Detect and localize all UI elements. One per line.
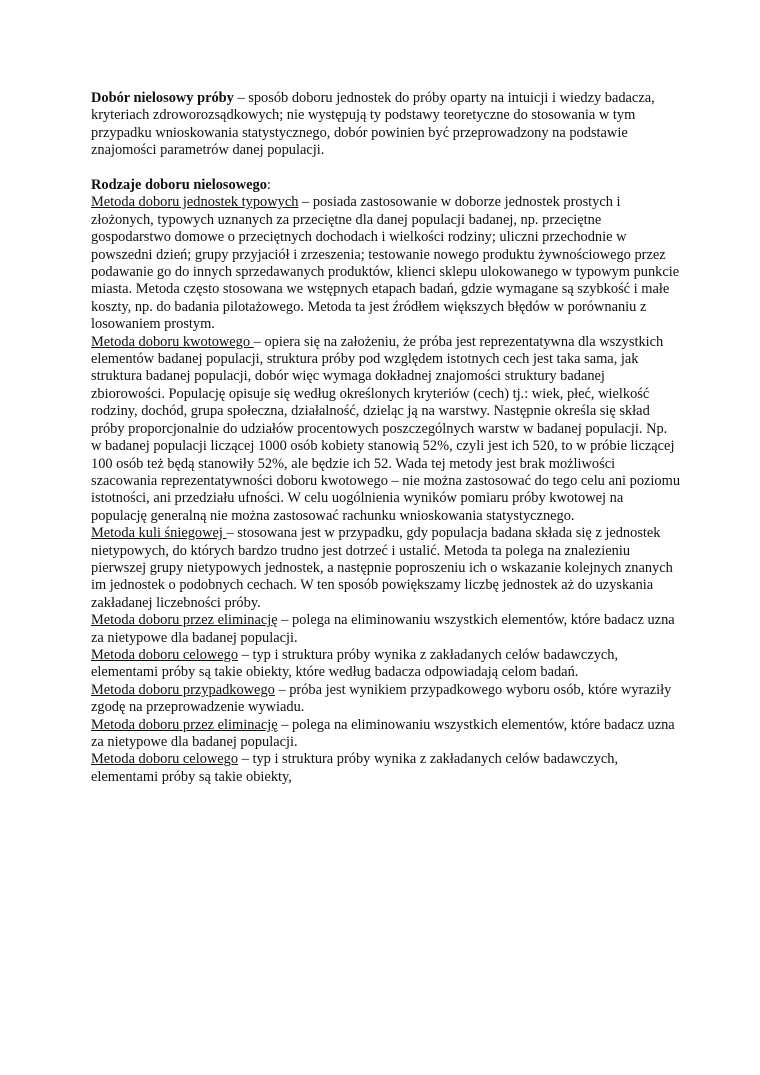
method-text-snowball: – stosowana jest w przypadku, gdy populacja badana składa się z jednostek nietypowych, do których bardzo trudno jest dotrzeć i ustalić. Metoda ta polega na znalezieniu pierwszej grupy nietypowych jednostek, a następnie poproszeniu ich o wskazanie kolejnych znanych im jednostek o podobnych cechach. W ten sposób powiększamy liczbę jednostek aż do uzyskania zakładanej liczebności próby. [91, 525, 673, 611]
method-name-elimination-repeat: Metoda doboru przez eliminację [91, 716, 278, 733]
method-name-purposive: Metoda doboru celowego [91, 646, 239, 663]
method-name-quota: Metoda doboru kwotowego [91, 333, 254, 350]
method-name-purposive-repeat: Metoda doboru celowego [91, 751, 239, 768]
intro-text: – sposób doboru jednostek do próby oparty na intuicji i wiedzy badacza, kryteriach zdroworozsądkowych; nie występują ty podstawy teoretyczne do stosowania w tym przypadku wnioskowania statystycznego, dobór powinien być przeprowadzony na podstawie znajomości parametrów danej populacji. [91, 90, 655, 159]
method-paragraph-snowball [91, 525, 681, 612]
method-name-accidental: Metoda doboru przypadkowego [91, 681, 275, 698]
method-text-elimination-repeat: – polega na eliminowaniu wszystkich elementów, które badacz uzna za nietypowe dla badanej populacji. [91, 716, 675, 751]
method-paragraph-quota [91, 334, 681, 525]
intro-term: Dobór nielosowy próby [91, 90, 234, 106]
method-paragraph-purposive [91, 647, 681, 682]
section-heading [91, 177, 681, 194]
document-page [91, 90, 681, 786]
method-paragraph-elimination-repeat [91, 717, 681, 752]
intro-paragraph [91, 90, 681, 160]
method-text-purposive: – typ i struktura próby wynika z zakładanych celów badawczych, elementami próby są takie obiekty, które według badacza odpowiadają celom badań. [91, 646, 619, 681]
section-heading-colon: : [266, 177, 271, 194]
method-text-accidental: – próba jest wynikiem przypadkowego wyboru osób, które wyraziły zgodę na przeprowadzenie wywiadu. [91, 681, 672, 716]
method-paragraph-purposive-repeat [91, 751, 681, 786]
section-heading-text: Rodzaje doboru nielosowego [91, 177, 267, 194]
method-text-elimination: – polega na eliminowaniu wszystkich elementów, które badacz uzna za nietypowe dla badanej populacji. [91, 612, 675, 646]
method-text-quota: – opiera się na założeniu, że próba jest reprezentatywna dla wszystkich elementów badanej populacji, struktura próby pod względem istotnych cech jest taka sama, jak struktura badanej populacji, dobór więc wymaga dokładnej znajomości struktury badanej zbiorowości. Populację opisuje się według określonych kryteriów (cech) tj.: wiek, płeć, wielkość rodziny, dochód, grupa społeczna, działalność, dzieląc ją na warstwy. Następnie określa się skład próby proporcjonalnie do udziałów procentowych poszczególnych warstw w badanej populacji. Np. w badanej populacji liczącej 1000 osób kobiety stanowią 52%, czyli jest ich 520, to w próbie liczącej 100 osób też będą stanowiły 52%, ale będzie ich 52. Wada tej metody jest brak możliwości szacowania reprezentatywności doboru kwotowego – nie można zastosować do tego celu ani poziomu istotności, ani przedziału ufności. W celu uogólnienia wyników pomiaru próby kwotowej na populację generalną nie można zastosować rachunku wnioskowania statystycznego. [91, 333, 681, 524]
method-name-snowball: Metoda kuli śniegowej [91, 525, 227, 542]
method-paragraph-typical [91, 194, 681, 333]
method-name-typical: Metoda doboru jednostek typowych [91, 194, 299, 211]
method-text-typical: – posiada zastosowanie w doborze jednostek prostych i złożonych, typowych uznanych za przeciętne dla danej populacji badanej, np. przeciętne gospodarstwo domowe o przeciętnych dochodach i wielkości rodziny; uliczni przechodnie w powszedni dzień; grupy przyjaciół i zrzeszenia; testowanie nowego produktu żywnościowego przez podawanie go do innych sprzedawanych produktów, klienci sklepu ulokowanego w typowym punkcie miasta. Metoda często stosowana we wstępnych etapach badań, gdzie wymagane są szybkość i małe koszty, np. do badania pilotażowego. Metoda ta jest źródłem większych błędów w porównaniu z losowaniem prostym. [91, 194, 680, 333]
method-name-elimination: Metoda doboru przez eliminację [91, 612, 278, 629]
method-paragraph-elimination [91, 612, 681, 647]
method-paragraph-accidental [91, 682, 681, 717]
method-text-purposive-repeat: – typ i struktura próby wynika z zakładanych celów badawczych, elementami próby są takie obiekty, [91, 751, 619, 785]
